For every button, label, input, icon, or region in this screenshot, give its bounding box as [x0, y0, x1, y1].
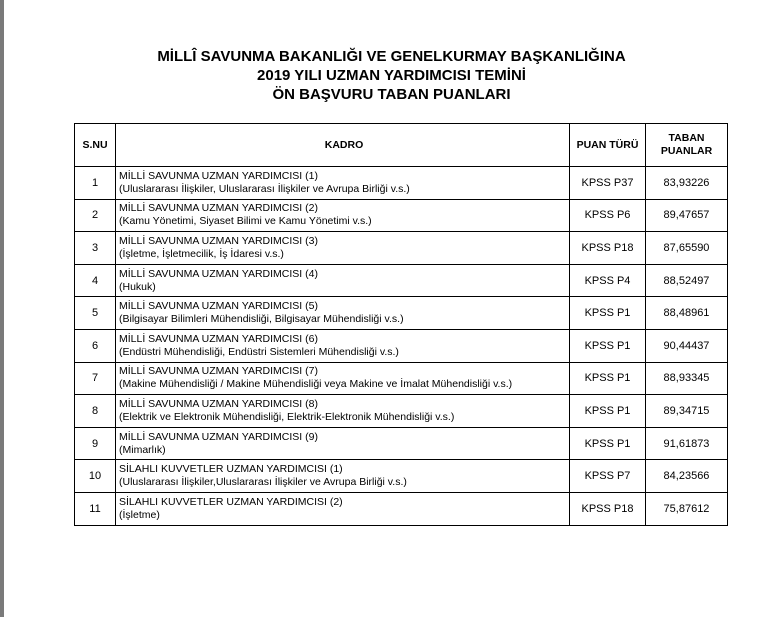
kadro-field: (Hukuk): [119, 280, 156, 293]
title-line-1: MİLLÎ SAVUNMA BAKANLIĞI VE GENELKURMAY BAŞKANLIĞINA: [157, 48, 626, 65]
kadro-field: (Mimarlık): [119, 443, 166, 456]
cell-score-type: KPSS P4: [570, 264, 646, 297]
kadro-field: (Kamu Yönetimi, Siyaset Bilimi ve Kamu Yönetimi v.s.): [119, 215, 372, 228]
table-row: [75, 167, 728, 200]
kadro-title: MİLLİ SAVUNMA UZMAN YARDIMCISI (6): [119, 332, 318, 345]
table-row: [75, 232, 728, 265]
cell-kadro: [116, 427, 570, 460]
header-base-score: [646, 124, 728, 167]
cell-base-score: 89,34715: [646, 395, 728, 428]
cell-base-score: 88,93345: [646, 362, 728, 395]
cell-kadro: [116, 199, 570, 232]
cell-score-type: KPSS P18: [570, 492, 646, 525]
table-header-row: [75, 124, 728, 167]
kadro-title: MİLLİ SAVUNMA UZMAN YARDIMCISI (4): [119, 267, 318, 280]
cell-no: 11: [75, 492, 116, 525]
table-row: [75, 395, 728, 428]
cell-base-score: 84,23566: [646, 460, 728, 493]
cell-kadro: [116, 297, 570, 330]
kadro-title: MİLLİ SAVUNMA UZMAN YARDIMCISI (5): [119, 300, 318, 313]
cell-score-type: KPSS P7: [570, 460, 646, 493]
cell-base-score: 87,65590: [646, 232, 728, 265]
header-score-type: PUAN TÜRÜ: [570, 124, 646, 167]
cell-no: 9: [75, 427, 116, 460]
cell-score-type: KPSS P1: [570, 427, 646, 460]
cell-score-type: KPSS P1: [570, 297, 646, 330]
title-line-2: 2019 YILI UZMAN YARDIMCISI TEMİNİ: [257, 67, 526, 84]
cell-no: 2: [75, 199, 116, 232]
cell-base-score: 88,48961: [646, 297, 728, 330]
kadro-field: (Endüstri Mühendisliği, Endüstri Sistemleri Mühendisliği v.s.): [119, 345, 399, 358]
cell-kadro: [116, 329, 570, 362]
kadro-title: MİLLİ SAVUNMA UZMAN YARDIMCISI (7): [119, 365, 318, 378]
cell-base-score: 89,47657: [646, 199, 728, 232]
kadro-field: (Uluslararası İlişkiler,Uluslararası İlişkiler ve Avrupa Birliği v.s.): [119, 476, 407, 489]
cell-kadro: [116, 460, 570, 493]
cell-base-score: 75,87612: [646, 492, 728, 525]
cell-score-type: KPSS P1: [570, 362, 646, 395]
cell-kadro: [116, 264, 570, 297]
kadro-title: MİLLİ SAVUNMA UZMAN YARDIMCISI (1): [119, 169, 318, 182]
kadro-field: (Bilgisayar Bilimleri Mühendisliği, Bilgisayar Mühendisliği v.s.): [119, 313, 404, 326]
table-row: [75, 297, 728, 330]
kadro-title: MİLLİ SAVUNMA UZMAN YARDIMCISI (2): [119, 202, 318, 215]
header-base-score-line2: PUANLAR: [660, 145, 713, 157]
kadro-field: (İşletme): [119, 508, 160, 521]
cell-no: 1: [75, 167, 116, 200]
cell-no: 8: [75, 395, 116, 428]
cell-score-type: KPSS P6: [570, 199, 646, 232]
kadro-field: (Elektrik ve Elektronik Mühendisliği, Elektrik-Elektronik Mühendisliği v.s.): [119, 410, 455, 423]
document-title: [0, 47, 783, 104]
kadro-field: (Uluslararası İlişkiler, Uluslararası İlişkiler ve Avrupa Birliği v.s.): [119, 182, 410, 195]
table-row: [75, 199, 728, 232]
table-row: [75, 460, 728, 493]
table-row: [75, 362, 728, 395]
cell-no: 3: [75, 232, 116, 265]
title-line-3: ÖN BAŞVURU TABAN PUANLARI: [272, 86, 511, 103]
cell-kadro: [116, 167, 570, 200]
cell-no: 7: [75, 362, 116, 395]
cell-kadro: [116, 395, 570, 428]
table-row: [75, 427, 728, 460]
cell-kadro: [116, 362, 570, 395]
kadro-field: (İşletme, İşletmecilik, İş İdaresi v.s.): [119, 247, 284, 260]
cell-base-score: 83,93226: [646, 167, 728, 200]
table-row: [75, 492, 728, 525]
cell-no: 4: [75, 264, 116, 297]
kadro-title: SİLAHLI KUVVETLER UZMAN YARDIMCISI (1): [119, 463, 343, 476]
kadro-field: (Makine Mühendisliği / Makine Mühendisliği veya Makine ve İmalat Mühendisliği v.s.): [119, 378, 513, 391]
table-row: [75, 264, 728, 297]
header-kadro: KADRO: [116, 124, 570, 167]
cell-base-score: 88,52497: [646, 264, 728, 297]
cell-base-score: 90,44437: [646, 329, 728, 362]
cell-score-type: KPSS P1: [570, 329, 646, 362]
kadro-title: MİLLİ SAVUNMA UZMAN YARDIMCISI (3): [119, 234, 318, 247]
cell-score-type: KPSS P18: [570, 232, 646, 265]
kadro-title: MİLLİ SAVUNMA UZMAN YARDIMCISI (9): [119, 430, 318, 443]
cell-kadro: [116, 232, 570, 265]
cell-no: 5: [75, 297, 116, 330]
cell-kadro: [116, 492, 570, 525]
cell-no: 6: [75, 329, 116, 362]
table-row: [75, 329, 728, 362]
header-base-score-line1: TABAN: [668, 132, 705, 144]
header-no: S.NU: [75, 124, 116, 167]
kadro-title: MİLLİ SAVUNMA UZMAN YARDIMCISI (8): [119, 397, 318, 410]
cell-score-type: KPSS P1: [570, 395, 646, 428]
score-table: [74, 123, 728, 526]
cell-no: 10: [75, 460, 116, 493]
kadro-title: SİLAHLI KUVVETLER UZMAN YARDIMCISI (2): [119, 495, 343, 508]
cell-score-type: KPSS P37: [570, 167, 646, 200]
cell-base-score: 91,61873: [646, 427, 728, 460]
